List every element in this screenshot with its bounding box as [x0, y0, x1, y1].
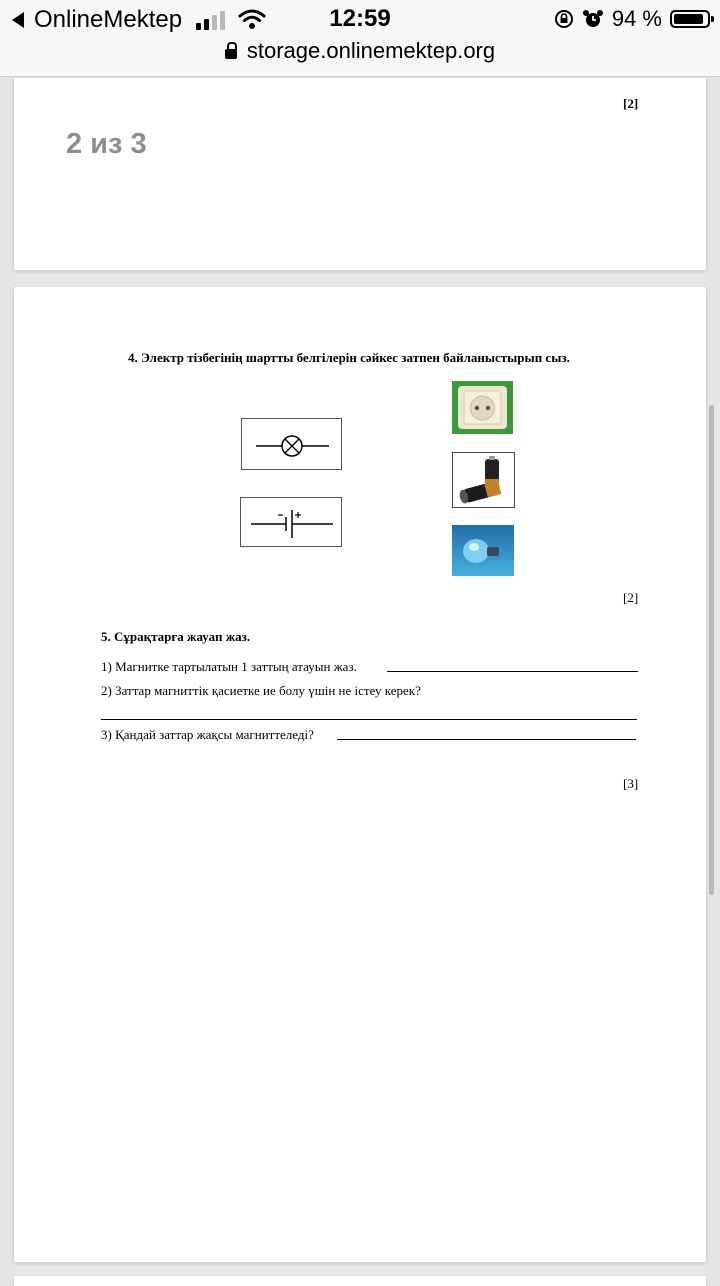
clock: 12:59: [329, 5, 391, 32]
question-5-item-3: 3) Қандай заттар жақсы магниттеледі?: [101, 727, 314, 742]
question-5-item-1: 1) Магнитке тартылатын 1 заттың атауын жаз.: [101, 659, 357, 674]
question-5-mark: [3]: [623, 776, 639, 791]
answer-line-1[interactable]: [387, 671, 638, 672]
battery-icon: [670, 10, 710, 28]
answer-line-3[interactable]: [337, 739, 636, 740]
document-page-3: [14, 1276, 706, 1286]
page1-mark: [2]: [623, 96, 639, 111]
status-bar: [0, 0, 720, 77]
battery-symbol: [240, 497, 342, 547]
lamp-symbol: [241, 418, 342, 470]
question-4-title: 4. Электр тізбегінің шартты белгілерін сәйкес затпен байланыстырып сыз.: [128, 350, 570, 365]
document-page-2: [14, 287, 706, 1262]
batteries-picture: [452, 452, 515, 508]
battery-percent: 94 %: [611, 6, 662, 31]
document-page-1: [14, 78, 706, 270]
question-5-title: 5. Сұрақтарға жауап жаз.: [101, 629, 251, 644]
power-socket-picture: [452, 381, 513, 434]
url-text: storage.onlinemektep.org: [246, 38, 496, 63]
light-bulb-picture: [452, 525, 514, 576]
rotation-lock-icon: [554, 9, 574, 29]
back-app-label: OnlineMektep: [34, 6, 183, 33]
url-bar[interactable]: [0, 38, 720, 64]
question-4-mark: [2]: [623, 590, 639, 605]
page-counter: 2 из 3: [66, 128, 147, 160]
question-5-item-2: 2) Заттар магниттік қасиетке ие болу үшін не істеу керек?: [101, 683, 421, 698]
answer-line-2[interactable]: [101, 719, 637, 720]
alarm-icon: [582, 8, 604, 30]
lock-icon: [225, 49, 237, 59]
scrollbar[interactable]: [709, 405, 714, 895]
